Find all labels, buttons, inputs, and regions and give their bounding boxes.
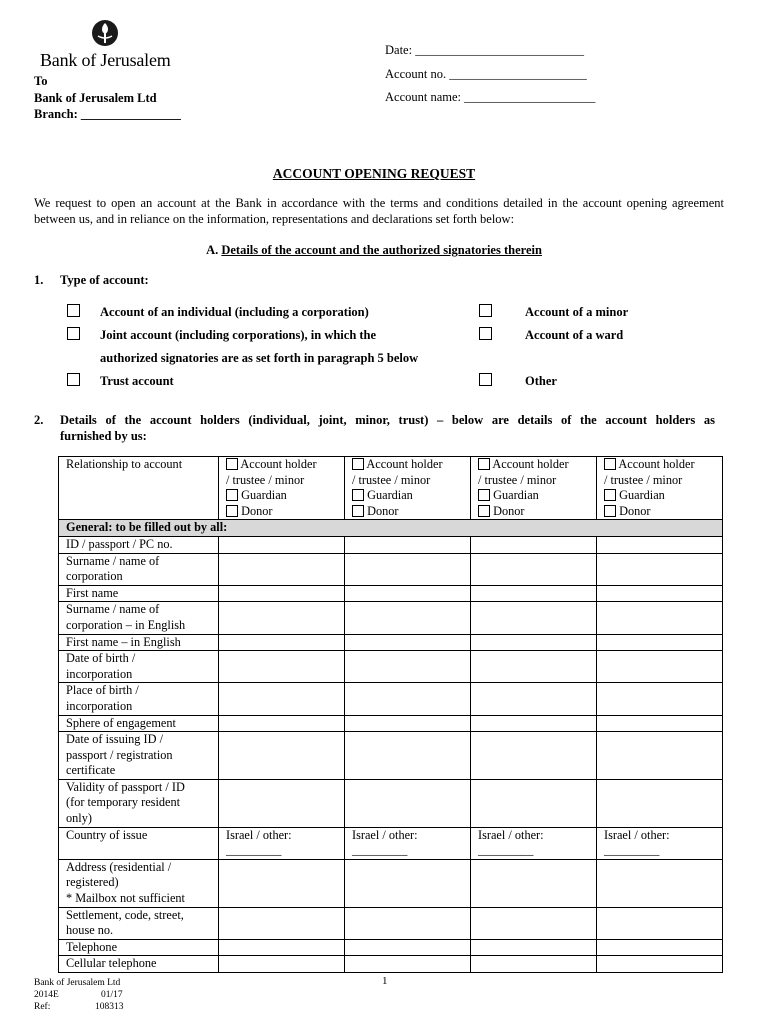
country-value-blank: _________ — [352, 843, 408, 858]
checkbox-individual[interactable] — [67, 304, 80, 317]
relationship-label-text: Relationship to account — [66, 457, 183, 471]
holder-2-guardian: Guardian — [367, 488, 413, 503]
row-label-country: Country of issue — [59, 827, 219, 859]
input-cell[interactable] — [471, 732, 597, 780]
row-label-line: Date of issuing ID / — [66, 732, 163, 747]
input-cell[interactable] — [345, 779, 471, 827]
table-row — [59, 956, 723, 973]
country-value-label: Israel / other: — [604, 827, 670, 842]
holder-4-guardian: Guardian — [619, 488, 665, 503]
table-row — [59, 585, 723, 602]
table-row — [59, 602, 723, 634]
row-label-line: (for temporary resident — [66, 795, 181, 810]
holder-1-donor: Donor — [241, 503, 273, 518]
holder-3-line1: Account holder — [492, 457, 569, 471]
option-joint-line1: Joint account (including corporations), in which the — [100, 328, 377, 342]
checkbox-minor[interactable] — [479, 304, 492, 317]
table-row — [59, 907, 723, 939]
footer-form-date: 01/17 — [101, 990, 123, 1000]
holder-4-donor: Donor — [619, 503, 651, 518]
row-label-line: Place of birth / — [66, 683, 139, 698]
country-value-label: Israel / other: — [478, 827, 544, 842]
input-cell[interactable] — [219, 956, 345, 973]
table-row — [59, 683, 723, 715]
row-label-line: corporation – in English — [66, 617, 186, 632]
option-minor: Account of a minor — [525, 305, 629, 319]
section-a-title: Details of the account and the authorized signatories therein — [221, 243, 542, 257]
q2-text-line2: furnished by us: — [60, 429, 147, 443]
row-label-line: incorporation — [66, 698, 133, 713]
bank-logo-text: Bank of Jerusalem — [40, 50, 171, 70]
input-cell[interactable] — [471, 683, 597, 715]
input-cell[interactable] — [219, 683, 345, 715]
holder-3-donor: Donor — [493, 503, 525, 518]
section-a-prefix: A. — [206, 243, 219, 257]
country-value-label: Israel / other: — [226, 827, 292, 842]
row-label-id: ID / passport / PC no. — [59, 536, 219, 553]
address-bank-name: Bank of Jerusalem Ltd — [34, 91, 157, 105]
row-label-line: Settlement, code, street, — [66, 907, 184, 922]
input-cell[interactable] — [471, 779, 597, 827]
holder-2-donor: Donor — [367, 503, 399, 518]
input-cell[interactable] — [471, 939, 597, 956]
input-cell[interactable] — [219, 634, 345, 651]
table-row — [59, 715, 723, 732]
table-row — [59, 732, 723, 780]
input-cell[interactable] — [597, 907, 723, 939]
holder-col-1 — [219, 457, 345, 520]
input-cell[interactable] — [597, 683, 723, 715]
option-ward: Account of a ward — [525, 328, 624, 342]
input-cell[interactable] — [471, 585, 597, 602]
input-cell[interactable] — [219, 732, 345, 780]
holder-3-guardian-checkbox[interactable] — [478, 489, 490, 501]
input-cell[interactable] — [471, 907, 597, 939]
address-to: To — [34, 74, 48, 88]
country-value-blank: _________ — [478, 843, 534, 858]
holder-3-line2: / trustee / minor — [478, 472, 557, 487]
address-branch: Branch: ________________ — [34, 107, 181, 121]
input-cell[interactable] — [597, 634, 723, 651]
input-cell[interactable] — [219, 651, 345, 683]
table-row — [59, 553, 723, 585]
input-cell[interactable] — [597, 779, 723, 827]
q1-label: Type of account: — [60, 273, 149, 287]
input-cell[interactable] — [597, 939, 723, 956]
checkbox-trust[interactable] — [67, 373, 80, 386]
holder-1-line2: / trustee / minor — [226, 472, 305, 487]
input-cell[interactable] — [345, 634, 471, 651]
date-field[interactable]: Date: ___________________________ — [385, 43, 584, 57]
general-header: General: to be filled out by all: — [59, 520, 723, 537]
row-label-line: Date of birth / — [66, 651, 136, 666]
input-cell[interactable] — [345, 536, 471, 553]
holder-3-guardian: Guardian — [493, 488, 539, 503]
holder-2-donor-checkbox[interactable] — [352, 505, 364, 517]
input-cell[interactable] — [345, 585, 471, 602]
input-cell[interactable] — [597, 553, 723, 585]
input-cell[interactable] — [219, 907, 345, 939]
row-label-line: corporation — [66, 569, 123, 584]
option-individual: Account of an individual (including a corporation) — [100, 305, 369, 319]
holder-1-guardian-checkbox[interactable] — [226, 489, 238, 501]
holder-2-line2: / trustee / minor — [352, 472, 431, 487]
holder-1-donor-checkbox[interactable] — [226, 505, 238, 517]
country-value-blank: _________ — [226, 843, 282, 858]
account-holders-table — [58, 456, 723, 973]
q1-number: 1. — [34, 273, 44, 287]
input-cell[interactable] — [471, 602, 597, 634]
holder-4-guardian-checkbox[interactable] — [604, 489, 616, 501]
row-label-pob — [59, 683, 219, 715]
table-row — [59, 779, 723, 827]
input-cell[interactable] — [219, 779, 345, 827]
input-cell[interactable] — [345, 859, 471, 907]
row-label-first-name: First name — [59, 585, 219, 602]
input-cell[interactable] — [471, 651, 597, 683]
footer-form-code: 2014E — [34, 990, 59, 1000]
holder-col-2 — [345, 457, 471, 520]
table-row — [59, 536, 723, 553]
table-row — [59, 859, 723, 907]
country-input-cell[interactable] — [345, 827, 471, 859]
country-input-cell[interactable] — [597, 827, 723, 859]
q2-number: 2. — [34, 413, 44, 427]
country-input-cell[interactable] — [219, 827, 345, 859]
input-cell[interactable] — [597, 732, 723, 780]
row-label-line: * Mailbox not sufficient — [66, 891, 185, 906]
option-other: Other — [525, 374, 557, 388]
row-label-line: house no. — [66, 923, 114, 938]
input-cell[interactable] — [345, 651, 471, 683]
input-cell[interactable] — [597, 859, 723, 907]
holder-1-account-checkbox[interactable] — [226, 458, 238, 470]
row-label-line: incorporation — [66, 666, 133, 681]
row-label-line: certificate — [66, 763, 116, 778]
section-a-heading — [0, 243, 748, 258]
input-cell[interactable] — [597, 585, 723, 602]
row-label-line: passport / registration — [66, 747, 173, 762]
holder-4-donor-checkbox[interactable] — [604, 505, 616, 517]
input-cell[interactable] — [471, 553, 597, 585]
page-number: 1 — [382, 975, 388, 987]
row-label-line: Validity of passport / ID — [66, 779, 185, 794]
option-joint-line2: authorized signatories are as set forth in paragraph 5 below — [100, 351, 419, 365]
input-cell[interactable] — [471, 956, 597, 973]
option-trust: Trust account — [100, 374, 174, 388]
input-cell[interactable] — [219, 553, 345, 585]
bank-emblem-icon — [90, 18, 120, 48]
row-label-line: only) — [66, 811, 92, 826]
input-cell[interactable] — [471, 536, 597, 553]
holder-4-account-checkbox[interactable] — [604, 458, 616, 470]
bank-logo — [40, 18, 180, 72]
row-label-line: Surname / name of — [66, 553, 160, 568]
input-cell[interactable] — [471, 634, 597, 651]
intro-paragraph: We request to open an account at the Bank in accordance with the terms and conditions detailed in the account opening agreement between us, and in reliance on the information, representations and declarations set forth below: — [34, 196, 724, 226]
input-cell[interactable] — [597, 715, 723, 732]
footer-bank-name: Bank of Jerusalem Ltd — [34, 978, 121, 988]
account-no-field[interactable]: Account no. ______________________ — [385, 67, 587, 81]
table-row — [59, 651, 723, 683]
relationship-label — [59, 457, 219, 520]
holder-col-4 — [597, 457, 723, 520]
input-cell[interactable] — [219, 602, 345, 634]
q2-text-line1: Details of the account holders (individual, joint, minor, trust) – below are details of the account holders as — [60, 413, 715, 427]
row-label-line: Address (residential / — [66, 859, 172, 874]
row-label-settlement — [59, 907, 219, 939]
account-name-field[interactable]: Account name: _____________________ — [385, 90, 596, 104]
row-label-cellular: Cellular telephone — [59, 956, 219, 973]
input-cell[interactable] — [219, 536, 345, 553]
input-cell[interactable] — [345, 683, 471, 715]
row-label-first-name-en: First name – in English — [59, 634, 219, 651]
row-label-surname-en — [59, 602, 219, 634]
input-cell[interactable] — [219, 715, 345, 732]
relationship-row — [59, 457, 723, 520]
input-cell[interactable] — [219, 939, 345, 956]
holder-3-donor-checkbox[interactable] — [478, 505, 490, 517]
checkbox-joint[interactable] — [67, 327, 80, 340]
footer-ref-label: Ref: — [34, 1002, 51, 1012]
checkbox-other[interactable] — [479, 373, 492, 386]
input-cell[interactable] — [597, 651, 723, 683]
input-cell[interactable] — [345, 553, 471, 585]
holder-1-guardian: Guardian — [241, 488, 287, 503]
holder-4-line1: Account holder — [618, 457, 695, 471]
holder-2-line1: Account holder — [366, 457, 443, 471]
row-label-dob — [59, 651, 219, 683]
input-cell[interactable] — [345, 732, 471, 780]
input-cell[interactable] — [471, 859, 597, 907]
row-label-sphere: Sphere of engagement — [59, 715, 219, 732]
country-input-cell[interactable] — [471, 827, 597, 859]
input-cell[interactable] — [471, 715, 597, 732]
page-title: ACCOUNT OPENING REQUEST — [272, 166, 476, 181]
table-row — [59, 939, 723, 956]
holder-1-line1: Account holder — [240, 457, 317, 471]
footer-ref-value: 108313 — [95, 1002, 124, 1012]
table-row — [59, 634, 723, 651]
holder-col-3 — [471, 457, 597, 520]
input-cell[interactable] — [345, 939, 471, 956]
input-cell[interactable] — [597, 602, 723, 634]
input-cell[interactable] — [219, 859, 345, 907]
country-value-blank: _________ — [604, 843, 660, 858]
row-label-line: Surname / name of — [66, 602, 160, 617]
holder-2-account-checkbox[interactable] — [352, 458, 364, 470]
input-cell[interactable] — [345, 602, 471, 634]
row-label-telephone: Telephone — [59, 939, 219, 956]
table-row — [59, 827, 723, 859]
checkbox-ward[interactable] — [479, 327, 492, 340]
row-label-surname — [59, 553, 219, 585]
row-label-line: registered) — [66, 875, 119, 890]
input-cell[interactable] — [345, 715, 471, 732]
row-label-address — [59, 859, 219, 907]
input-cell[interactable] — [597, 536, 723, 553]
row-label-validity — [59, 779, 219, 827]
input-cell[interactable] — [219, 585, 345, 602]
input-cell[interactable] — [597, 956, 723, 973]
holder-4-line2: / trustee / minor — [604, 472, 683, 487]
input-cell[interactable] — [345, 907, 471, 939]
row-label-issue-date — [59, 732, 219, 780]
holder-2-guardian-checkbox[interactable] — [352, 489, 364, 501]
country-value-label: Israel / other: — [352, 827, 418, 842]
general-header-row — [59, 520, 723, 537]
holder-3-account-checkbox[interactable] — [478, 458, 490, 470]
input-cell[interactable] — [345, 956, 471, 973]
